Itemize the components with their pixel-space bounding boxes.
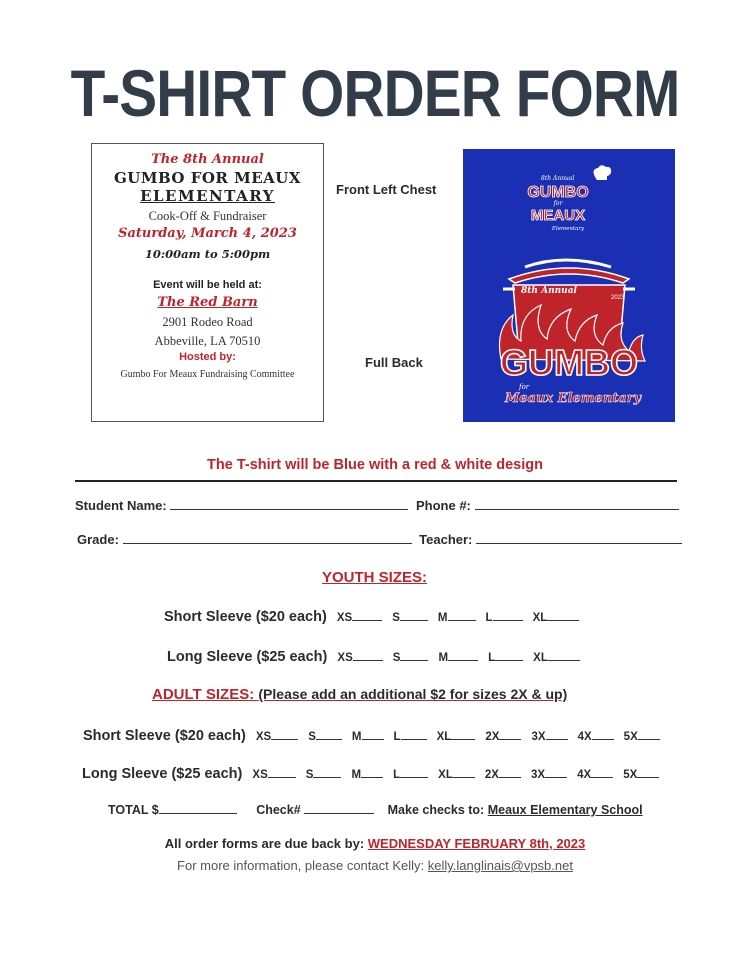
adult-short-4x-label: 4X xyxy=(577,731,592,743)
adult-short-sleeve-label: Short Sleeve ($20 each) xyxy=(83,728,246,744)
youth-long-sleeve-label: Long Sleeve ($25 each) xyxy=(167,649,328,665)
check-field[interactable] xyxy=(304,802,374,814)
adult-short-l-field[interactable] xyxy=(401,729,427,740)
event-hosted-label: Hosted by: xyxy=(179,351,236,363)
adult-short-3x-label: 3X xyxy=(531,731,546,743)
contact-label: For more information, please contact Kelly: xyxy=(177,858,425,873)
adult-short-xl-label: XL xyxy=(436,731,452,743)
adult-short-m-field[interactable] xyxy=(362,729,384,740)
adult-short-4x-field[interactable] xyxy=(592,729,614,740)
event-annual: The 8th Annual xyxy=(151,152,264,167)
adult-long-sleeve-label: Long Sleeve ($25 each) xyxy=(82,766,243,782)
teacher-field[interactable] xyxy=(476,532,682,544)
youth-long-xl-field[interactable] xyxy=(548,650,580,661)
adult-long-l-label: L xyxy=(393,769,401,781)
adult-long-xs-field[interactable] xyxy=(268,767,296,778)
youth-short-sleeve-label: Short Sleeve ($20 each) xyxy=(164,609,327,625)
youth-long-xs-field[interactable] xyxy=(353,650,383,661)
due-date-line xyxy=(0,836,750,851)
adult-short-s-field[interactable] xyxy=(316,729,342,740)
adult-short-2x-field[interactable] xyxy=(499,729,521,740)
front-for-text: for xyxy=(553,200,563,207)
totals-row xyxy=(108,802,643,817)
event-name-line2: ELEMENTARY xyxy=(140,187,275,205)
event-city: Abbeville, LA 70510 xyxy=(154,334,261,348)
front-left-chest-label: Front Left Chest xyxy=(336,182,437,197)
full-back-label: Full Back xyxy=(365,355,423,370)
divider xyxy=(75,480,677,482)
form-title: T-SHIRT ORDER FORM xyxy=(70,56,680,130)
shirt-design-image xyxy=(463,149,675,422)
teacher-label: Teacher: xyxy=(419,532,473,547)
event-held-label: Event will be held at: xyxy=(153,279,262,291)
adult-sizes-heading xyxy=(152,686,567,703)
student-name-row xyxy=(75,498,679,513)
youth-short-s-label: S xyxy=(392,612,400,624)
payee-name: Meaux Elementary School xyxy=(487,803,643,817)
adult-long-4x-field[interactable] xyxy=(591,767,613,778)
event-name-line1: GUMBO FOR MEAUX xyxy=(113,169,302,187)
adult-long-3x-label: 3X xyxy=(531,769,546,781)
youth-short-l-label: L xyxy=(485,612,493,624)
adult-long-2x-field[interactable] xyxy=(499,767,521,778)
shirt-color-note: The T-shirt will be Blue with a red & white design xyxy=(207,457,543,473)
event-venue: The Red Barn xyxy=(157,295,258,310)
youth-long-m-field[interactable] xyxy=(448,650,478,661)
adult-long-xl-field[interactable] xyxy=(453,767,475,778)
youth-long-xs-label: XS xyxy=(337,652,353,664)
adult-short-3x-field[interactable] xyxy=(546,729,568,740)
adult-short-5x-label: 5X xyxy=(623,731,638,743)
adult-short-sleeve-row xyxy=(83,728,660,744)
contact-email-link[interactable]: kelly.langlinais@vpsb.net xyxy=(427,858,573,873)
back-for-text: for xyxy=(519,383,530,391)
front-elementary-text: Elementary xyxy=(551,226,585,232)
chef-hat-icon xyxy=(594,165,612,180)
event-info-box xyxy=(91,143,324,422)
youth-short-xs-label: XS xyxy=(336,612,353,624)
back-school-text: Meaux Elementary xyxy=(504,391,642,406)
youth-short-xl-field[interactable] xyxy=(547,610,579,621)
adult-sizes-label: ADULT SIZES: xyxy=(152,686,255,703)
adult-long-5x-label: 5X xyxy=(623,769,638,781)
adult-long-2x-label: 2X xyxy=(484,769,499,781)
check-label: Check# xyxy=(256,803,301,817)
adult-short-xs-label: XS xyxy=(255,731,272,743)
event-host: Gumbo For Meaux Fundraising Committee xyxy=(120,369,295,380)
phone-label: Phone #: xyxy=(415,498,471,513)
adult-sizes-note: (Please add an additional $2 for sizes 2X & up) xyxy=(258,686,568,702)
back-gumbo-text: GUMBO xyxy=(500,342,638,383)
adult-long-5x-field[interactable] xyxy=(637,767,659,778)
adult-long-xl-label: XL xyxy=(438,769,453,781)
student-name-field[interactable] xyxy=(170,498,408,510)
grade-label: Grade: xyxy=(77,532,119,547)
student-name-label: Student Name: xyxy=(75,498,167,513)
youth-long-sleeve-row xyxy=(167,649,580,665)
event-time: 10:00am to 5:00pm xyxy=(144,247,271,261)
adult-long-s-label: S xyxy=(305,769,314,781)
total-field[interactable] xyxy=(159,802,237,814)
back-year-text: 2023 xyxy=(611,295,625,301)
adult-long-4x-label: 4X xyxy=(577,769,592,781)
adult-short-2x-label: 2X xyxy=(485,731,500,743)
youth-short-xs-field[interactable] xyxy=(352,610,382,621)
make-checks-label: Make checks to: xyxy=(387,803,485,817)
front-annual-text: 8th Annual xyxy=(541,175,575,182)
grade-row xyxy=(77,532,682,547)
grade-field[interactable] xyxy=(123,532,412,544)
youth-long-xl-label: XL xyxy=(533,652,548,664)
event-subtitle: Cook-Off & Fundraiser xyxy=(148,209,267,223)
front-meaux-text: MEAUX xyxy=(530,207,586,224)
adult-short-xl-field[interactable] xyxy=(451,729,475,740)
contact-line xyxy=(0,858,750,873)
youth-long-m-label: M xyxy=(438,652,449,664)
phone-field[interactable] xyxy=(475,498,679,510)
youth-short-m-field[interactable] xyxy=(448,610,476,621)
adult-long-s-field[interactable] xyxy=(313,767,341,778)
youth-long-l-field[interactable] xyxy=(495,650,523,661)
youth-long-s-label: S xyxy=(392,652,401,664)
youth-short-xl-label: XL xyxy=(532,612,548,624)
adult-long-3x-field[interactable] xyxy=(545,767,567,778)
back-annual-text: 8th Annual xyxy=(521,286,577,296)
event-date: Saturday, March 4, 2023 xyxy=(118,226,297,241)
adult-long-l-field[interactable] xyxy=(400,767,428,778)
adult-long-sleeve-row xyxy=(82,766,659,782)
adult-short-xs-field[interactable] xyxy=(271,729,298,740)
youth-long-l-label: L xyxy=(488,652,496,664)
adult-short-l-label: L xyxy=(393,731,401,743)
youth-sizes-heading: YOUTH SIZES: xyxy=(322,569,428,586)
youth-short-m-label: M xyxy=(437,612,448,624)
adult-short-m-label: M xyxy=(351,731,362,743)
event-address: 2901 Rodeo Road xyxy=(162,315,253,329)
total-label: TOTAL $ xyxy=(108,803,159,817)
youth-short-sleeve-row xyxy=(164,609,579,625)
youth-long-s-field[interactable] xyxy=(400,650,428,661)
adult-long-xs-label: XS xyxy=(252,769,268,781)
due-date: WEDNESDAY FEBRUARY 8th, 2023 xyxy=(367,836,586,851)
youth-short-l-field[interactable] xyxy=(493,610,523,621)
youth-short-s-field[interactable] xyxy=(400,610,428,621)
shirt-design-graphic xyxy=(463,149,675,422)
adult-short-s-label: S xyxy=(308,731,316,743)
front-gumbo-text: GUMBO xyxy=(527,184,589,201)
adult-long-m-field[interactable] xyxy=(361,767,383,778)
due-label: All order forms are due back by: xyxy=(164,836,365,851)
adult-long-m-label: M xyxy=(351,769,362,781)
adult-short-5x-field[interactable] xyxy=(638,729,660,740)
